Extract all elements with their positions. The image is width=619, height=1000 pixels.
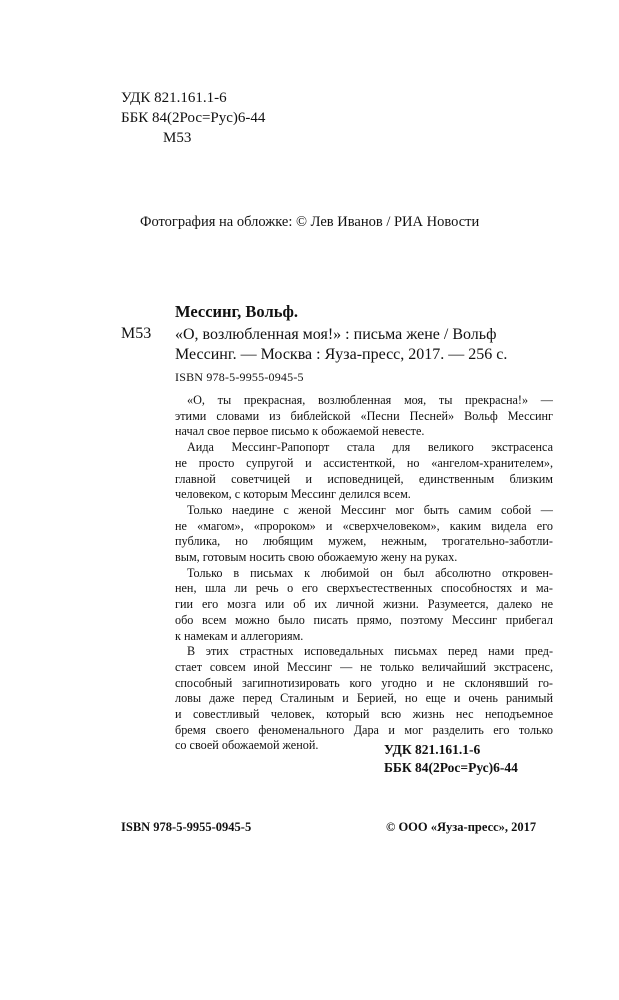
record-title-line: «О, возлюбленная моя!» : письма жене / Вольф xyxy=(175,326,497,343)
annotation-line: публика, но любящим мужем, нежным, трогательно-заботли- xyxy=(175,534,553,549)
record-isbn: ISBN 978-5-9955-0945-5 xyxy=(175,370,304,384)
annotation-line: начал свое первое письмо к обожаемой невесте. xyxy=(175,424,425,439)
annotation-line: бремя своего феноменального Дара и мог разделить его только xyxy=(175,722,553,737)
annotation-line: человеком, с которым Мессинг делился всем. xyxy=(175,487,411,502)
record-author: Мессинг, Вольф. xyxy=(175,302,298,321)
annotation-paragraph xyxy=(175,644,553,754)
annotation-line: нен, шла ли речь о его сверхъестественных способностях и ма- xyxy=(175,581,553,596)
annotation-line: со своей обожаемой женой. xyxy=(175,738,319,753)
bbk-code: ББК 84(2Рос=Рус)6-44 xyxy=(384,760,518,775)
record-title-line: Мессинг. — Москва : Яуза-пресс, 2017. — 256 с. xyxy=(175,346,508,363)
classification-block-bottom xyxy=(384,741,518,777)
annotation-paragraph xyxy=(175,566,553,645)
annotation-paragraph xyxy=(175,393,553,440)
record-title xyxy=(175,325,507,365)
footer-isbn: ISBN 978-5-9955-0945-5 xyxy=(121,820,252,834)
annotation-line: не просто супругой и ассистенткой, но «ангелом-хранителем», xyxy=(175,455,553,470)
annotation-line: и совестливый человек, который всю жизнь нес неподъемное xyxy=(175,707,553,722)
annotation-line: В этих страстных исповедальных письмах перед нами пред- xyxy=(187,644,553,659)
annotation-line: обо всем можно было писать прямо, поэтому Мессинг прибегал xyxy=(175,612,553,627)
annotation-line: этими словами из библейской «Песни Песней» Вольф Мессинг xyxy=(175,408,553,423)
annotation-text xyxy=(175,393,553,754)
record-author-sign: М53 xyxy=(121,325,152,342)
photo-credit: Фотография на обложке: © Лев Иванов / РИА Новости xyxy=(140,214,480,230)
annotation-paragraph xyxy=(175,503,553,566)
classification-block-top xyxy=(121,88,265,148)
annotation-line: Только в письмах к любимой он был абсолютно откровен- xyxy=(187,565,553,580)
annotation-line: Аида Мессинг-Рапопорт стала для великого экстрасенса xyxy=(187,440,553,455)
annotation-line: гии его мозга или об их личной жизни. Разумеется, далеко не xyxy=(175,597,553,612)
udk-code: УДК 821.161.1-6 xyxy=(121,90,227,106)
annotation-line: способный загипнотизировать кого угодно и не склонявший го- xyxy=(175,675,553,690)
annotation-line: не «магом», «пророком» и «сверхчеловеком», каким видела его xyxy=(175,518,553,533)
annotation-line: стает совсем иной Мессинг — не только величайший экстрасенс, xyxy=(175,659,553,674)
annotation-line: главной советчицей и исповедницей, единственным близким xyxy=(175,471,553,486)
annotation-paragraph xyxy=(175,440,553,503)
bbk-code: ББК 84(2Рос=Рус)6-44 xyxy=(121,110,266,126)
udk-code: УДК 821.161.1-6 xyxy=(384,742,481,757)
annotation-line: к намекам и аллегориям. xyxy=(175,628,304,643)
annotation-line: Только наедине с женой Мессинг мог быть самим собой — xyxy=(187,502,553,517)
author-sign: М53 xyxy=(163,130,192,146)
footer-copyright: © ООО «Яуза-пресс», 2017 xyxy=(386,820,537,834)
annotation-line: ловы даже перед Сталиным и Берией, но еще и очень ранимый xyxy=(175,691,553,706)
annotation-line: «О, ты прекрасная, возлюбленная моя, ты прекрасна!» — xyxy=(187,393,553,407)
annotation-line: вым, готовым носить свою обожаемую жену на руках. xyxy=(175,550,458,565)
